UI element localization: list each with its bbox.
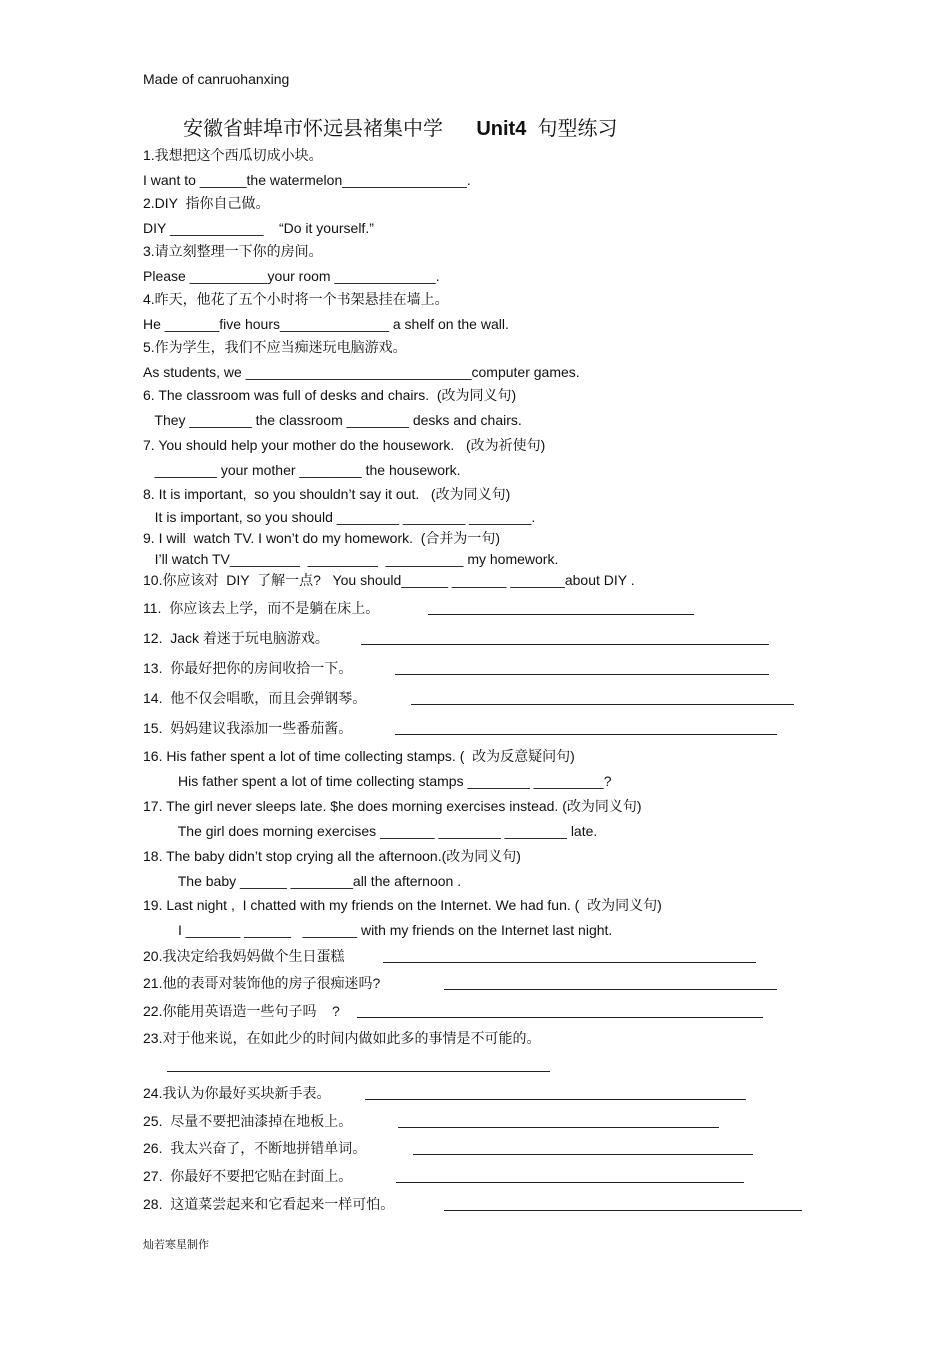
answer-line (395, 734, 777, 735)
exercise-line: They ________ the classroom ________ desks and chairs. (143, 412, 522, 428)
exercise-line: 9. I will watch TV. I won’t do my homework. (合并为一句) (143, 530, 501, 546)
page-header: Made of canruohanxing (143, 71, 290, 87)
exercise-line: 16. His father spent a lot of time collecting stamps. ( 改为反意疑问句) (143, 748, 575, 764)
exercise-line: His father spent a lot of time collecting stamps ________ _________? (143, 773, 612, 789)
exercise-line: 12. Jack 着迷于玩电脑游戏。 (143, 630, 329, 646)
exercise-line: 24.我认为你最好买块新手表。 (143, 1085, 331, 1101)
topic-label: 句型练习 (537, 118, 618, 140)
answer-line (365, 1099, 746, 1100)
answer-line (411, 704, 794, 705)
exercise-line: 11. 你应该去上学，而不是躺在床上。 (143, 600, 380, 616)
exercise-line: DIY ____________ “Do it yourself.” (143, 220, 374, 236)
exercise-line: 27. 你最好不要把它贴在封面上。 (143, 1168, 353, 1184)
exercise-line: 26. 我太兴奋了，不断地拼错单词。 (143, 1140, 367, 1156)
exercise-line: As students, we _____________________________computer games. (143, 364, 580, 380)
exercise-line: 23.对于他来说，在如此少的时间内做如此多的事情是不可能的。 (143, 1030, 541, 1046)
exercise-line: The baby ______ ________all the afternoon . (143, 873, 462, 889)
exercise-line: 19. Last night , I chatted with my friends on the Internet. We had fun. ( 改为同义句) (143, 897, 662, 913)
exercise-line: 2.DIY 指你自己做。 (143, 195, 270, 211)
exercise-line: 22.你能用英语造一些句子吗 ? (143, 1003, 340, 1019)
exercise-line: 10.你应该对 DIY 了解一点? You should______ _______ _______about DIY . (143, 572, 635, 588)
exercise-line: 4.昨天，他花了五个小时将一个书架悬挂在墙上。 (143, 291, 449, 307)
exercise-line: The girl does morning exercises _______ ________ ________ late. (143, 823, 598, 839)
exercise-line: I’ll watch TV_________ _________ __________ my homework. (143, 551, 559, 567)
answer-line (395, 674, 769, 675)
exercise-line: He _______five hours______________ a shelf on the wall. (143, 316, 509, 332)
exercise-line: 21.他的表哥对装饰他的房子很痴迷吗? (143, 975, 381, 991)
exercise-line: Please __________your room _____________. (143, 268, 440, 284)
exercise-line: 6. The classroom was full of desks and chairs. (改为同义句) (143, 387, 517, 403)
answer-line (396, 1182, 744, 1183)
exercise-line: 17. The girl never sleeps late. $he does morning exercises instead. (改为同义句) (143, 798, 642, 814)
exercise-line: 8. It is important, so you shouldn’t say it out. (改为同义句) (143, 486, 511, 502)
page-footer: 灿若寒星制作 (143, 1239, 209, 1251)
exercise-line: I _______ ______ _______ with my friends on the Internet last night. (143, 922, 613, 938)
exercise-line: 14. 他不仅会唱歌，而且会弹钢琴。 (143, 690, 367, 706)
answer-line (428, 614, 694, 615)
answer-line (383, 962, 756, 963)
answer-line (444, 1210, 802, 1211)
answer-line (167, 1071, 550, 1072)
exercise-line: 18. The baby didn’t stop crying all the afternoon.(改为同义句) (143, 848, 521, 864)
unit-label: Unit4 (476, 118, 527, 140)
exercise-line: I want to ______the watermelon________________. (143, 172, 471, 188)
exercise-line: 13. 你最好把你的房间收拾一下。 (143, 660, 353, 676)
exercise-line: 3.请立刻整理一下你的房间。 (143, 243, 323, 259)
exercise-line: 28. 这道菜尝起来和它看起来一样可怕。 (143, 1196, 395, 1212)
exercise-line: 7. You should help your mother do the housework. (改为祈使句) (143, 437, 546, 453)
page-title (183, 116, 617, 142)
exercise-line: 1.我想把这个西瓜切成小块。 (143, 147, 323, 163)
answer-line (413, 1154, 753, 1155)
exercise-line: 25. 尽量不要把油漆掉在地板上。 (143, 1113, 353, 1129)
school-name: 安徽省蚌埠市怀远县褚集中学 (183, 118, 443, 140)
answer-line (357, 1017, 763, 1018)
answer-line (361, 644, 769, 645)
exercise-line: ________ your mother ________ the housework. (143, 462, 461, 478)
exercise-line: It is important, so you should ________ ________ ________. (143, 509, 536, 525)
answer-line (398, 1127, 719, 1128)
exercise-line: 5.作为学生，我们不应当痴迷玩电脑游戏。 (143, 339, 407, 355)
exercise-line: 15. 妈妈建议我添加一些番茄酱。 (143, 720, 353, 736)
exercise-line: 20.我决定给我妈妈做个生日蛋糕 (143, 948, 345, 964)
answer-line (444, 989, 777, 990)
